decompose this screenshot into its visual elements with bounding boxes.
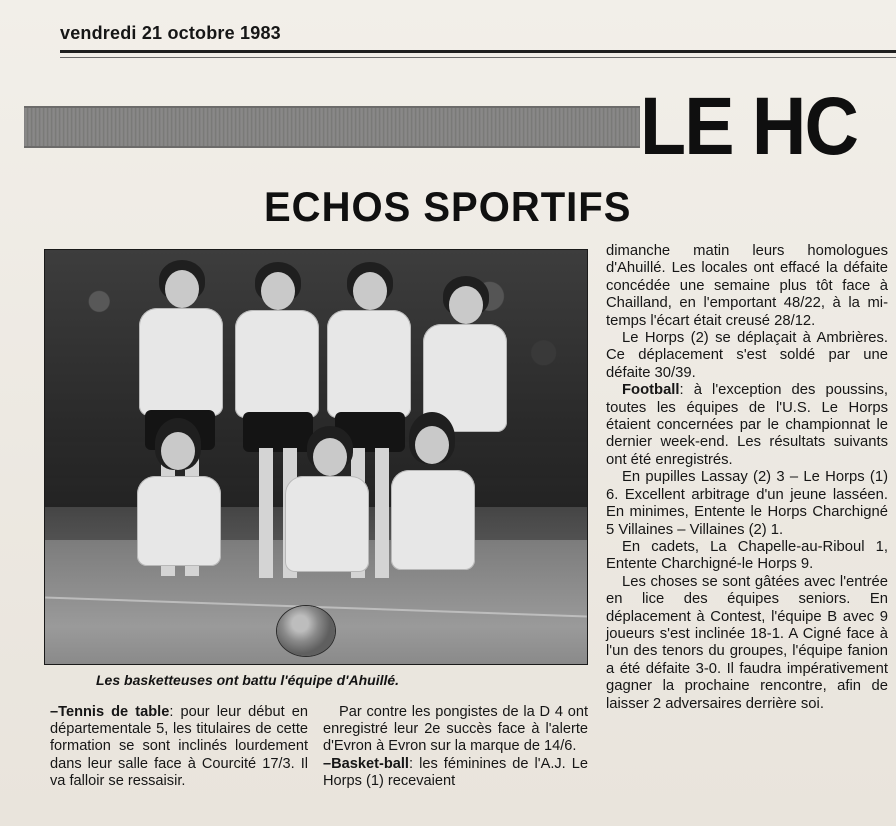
photo-caption: Les basketteuses ont battu l'équipe d'Ahuillé. xyxy=(96,672,400,688)
basketball xyxy=(277,606,335,656)
player-head xyxy=(415,426,449,464)
paragraph-ambrieres: Le Horps (2) se déplaçait à Ambrières. Ce déplacement s'est soldé par une défaite 30/39. xyxy=(606,330,888,381)
paragraph-seniors: Les choses se sont gâtées avec l'entrée en lice des équipes seniors. En déplacement à Contest, l'équipe B avec 9 joueurs s'est inclinée 18-1. A Cigné face à l'un des tenors du groupes, l'équipe fanion a été défaite 3-0. Il faudra impérativement gagner la prochaine rencontre, afin de laisser 2 adversaires derrière soi. xyxy=(606,573,888,712)
date-rule xyxy=(60,50,896,53)
paragraph-lead: –Tennis de table xyxy=(50,704,170,720)
paragraph-pupilles: En pupilles Lassay (2) 3 – Le Horps (1) 6. Excellent arbitrage d'un jeune lasséen. En minimes, Entente le Horps Charchigné 5 Villaines – Villaines (2) 1. xyxy=(606,469,888,538)
paragraph-cadets: En cadets, La Chapelle-au-Riboul 1, Entente Charchigné-le Horps 9. xyxy=(606,538,888,573)
player-shirt xyxy=(327,310,411,418)
player-head xyxy=(353,272,387,310)
column-middle xyxy=(323,704,588,790)
paragraph-text: : pour leur début en départementale 5, les titulaires de cette formation se sont inclinés lourdement dans leur salle face à Courcité 17/3. Il va falloir se ressaisir. xyxy=(50,704,309,789)
team-photo xyxy=(44,249,588,665)
player-head xyxy=(161,432,195,470)
issue-date: vendredi 21 octobre 1983 xyxy=(60,23,281,43)
player-shirt xyxy=(285,476,369,572)
section-headline: ECHOS SPORTIFS xyxy=(264,184,632,231)
player-head xyxy=(449,286,483,324)
paragraph-ahuille: dimanche matin leurs homologues d'Ahuillé. Les locales ont effacé la défaite concédée une semaine plus tôt face à Chailland, en l'emportant 48/22, à la mi-temps l'écart était creusé 28/12. xyxy=(606,243,888,329)
paragraph-lead: Football xyxy=(622,382,680,399)
paragraph-basket xyxy=(323,756,588,790)
masthead-band xyxy=(24,106,640,148)
paragraph-lead: –Basket-ball xyxy=(323,755,409,772)
player-shorts xyxy=(243,412,313,452)
column-right xyxy=(606,243,888,713)
column-left xyxy=(50,704,308,790)
paragraph-football xyxy=(606,382,888,469)
paragraph-tennis xyxy=(50,704,308,790)
player-shirt xyxy=(137,476,221,566)
player-shirt xyxy=(139,308,223,416)
masthead: LE HC xyxy=(640,81,858,172)
player-shirt xyxy=(235,310,319,418)
player-shirt xyxy=(391,470,475,570)
date-rule-thin xyxy=(60,57,896,58)
paragraph-text: : les féminines de l'A.J. Le Horps (1) recevaient xyxy=(323,755,588,789)
paragraph-text: : à l'exception des poussins, toutes les équipes de l'U.S. Le Horps étaient concernées par le championnat le dernier week-end. Les résultats suivants ont été enregistrés. xyxy=(606,382,888,468)
player-head xyxy=(261,272,295,310)
player-head xyxy=(165,270,199,308)
paragraph-pongistes: Par contre les pongistes de la D 4 ont enregistré leur 2e succès face à l'alerte d'Evron à Evron sur la marque de 14/6. xyxy=(323,704,588,755)
player-head xyxy=(313,438,347,476)
